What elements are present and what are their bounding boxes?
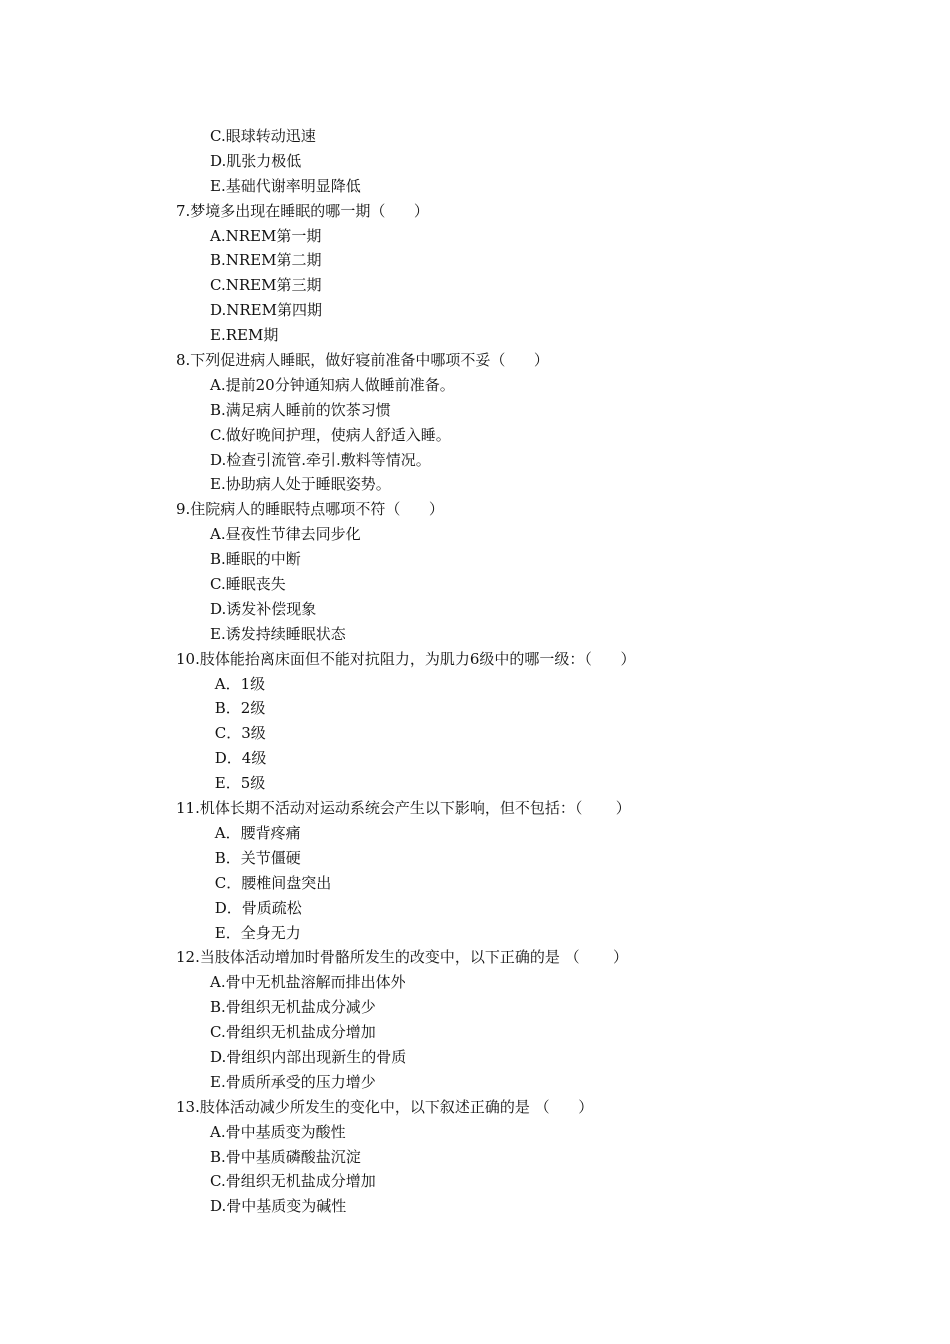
answer-option: E．全身无力 — [210, 923, 301, 942]
answer-option: C.骨组织无机盐成分增加 — [210, 1172, 376, 1191]
answer-option: A．1级 — [210, 674, 266, 693]
question-list — [0, 124, 950, 1219]
question-stem: 7.梦境多出现在睡眠的哪一期（ ） — [176, 201, 429, 220]
answer-option: D.肌张力极低 — [210, 151, 302, 170]
answer-option: E.骨质所承受的压力增少 — [210, 1072, 376, 1091]
question-stem: 9.住院病人的睡眠特点哪项不符（ ） — [176, 500, 444, 519]
answer-option: D．骨质疏松 — [210, 898, 302, 917]
answer-option: E．5级 — [210, 774, 266, 793]
answer-option: D．4级 — [210, 749, 267, 768]
answer-option: C.做好晚间护理，使病人舒适入睡。 — [210, 425, 451, 444]
answer-option: B.睡眠的中断 — [210, 550, 301, 569]
answer-option: A.骨中基质变为酸性 — [210, 1122, 346, 1141]
answer-option: D.骨组织内部出现新生的骨质 — [210, 1047, 407, 1066]
answer-option: C.骨组织无机盐成分增加 — [210, 1023, 376, 1042]
answer-option: B.骨中基质磷酸盐沉淀 — [210, 1147, 361, 1166]
question-stem: 8.下列促进病人睡眠，做好寝前准备中哪项不妥（ ） — [176, 351, 549, 370]
question-stem: 12.当肢体活动增加时骨骼所发生的改变中，以下正确的是 （ ） — [176, 948, 629, 967]
answer-option: A.骨中无机盐溶解而排出体外 — [210, 973, 406, 992]
answer-option: D.NREM第四期 — [210, 301, 322, 320]
answer-option: A.昼夜性节律去同步化 — [210, 525, 361, 544]
answer-option: C.睡眠丧失 — [210, 575, 286, 594]
question-stem: 11.机体长期不活动对运动系统会产生以下影响，但不包括：（ ） — [176, 799, 631, 818]
answer-option: D.检查引流管.牵引.敷料等情况。 — [210, 450, 431, 469]
answer-option: B.NREM第二期 — [210, 251, 322, 270]
answer-option: C．3级 — [210, 724, 266, 743]
question-stem: 13.肢体活动减少所发生的变化中，以下叙述正确的是 （ ） — [176, 1097, 594, 1116]
answer-option: D.诱发补偿现象 — [210, 599, 317, 618]
answer-option: E.协助病人处于睡眠姿势。 — [210, 475, 391, 494]
answer-option: B．2级 — [210, 699, 266, 718]
answer-option: A．腰背疼痛 — [210, 823, 301, 842]
answer-option: A.提前20分钟通知病人做睡前准备。 — [210, 375, 455, 394]
answer-option: E.基础代谢率明显降低 — [210, 176, 361, 195]
answer-option: E.REM期 — [210, 326, 279, 345]
answer-option: A.NREM第一期 — [210, 226, 322, 245]
answer-option: B．关节僵硬 — [210, 848, 301, 867]
question-stem: 10.肢体能抬离床面但不能对抗阻力，为肌力6级中的哪一级：（ ） — [176, 649, 636, 668]
answer-option: C．腰椎间盘突出 — [210, 873, 332, 892]
answer-option: C.眼球转动迅速 — [210, 127, 316, 145]
answer-option: B.骨组织无机盐成分减少 — [210, 998, 376, 1017]
answer-option: B.满足病人睡前的饮茶习惯 — [210, 400, 391, 419]
answer-option: E.诱发持续睡眠状态 — [210, 624, 346, 643]
answer-option: C.NREM第三期 — [210, 276, 322, 295]
answer-option: D.骨中基质变为碱性 — [210, 1197, 347, 1216]
